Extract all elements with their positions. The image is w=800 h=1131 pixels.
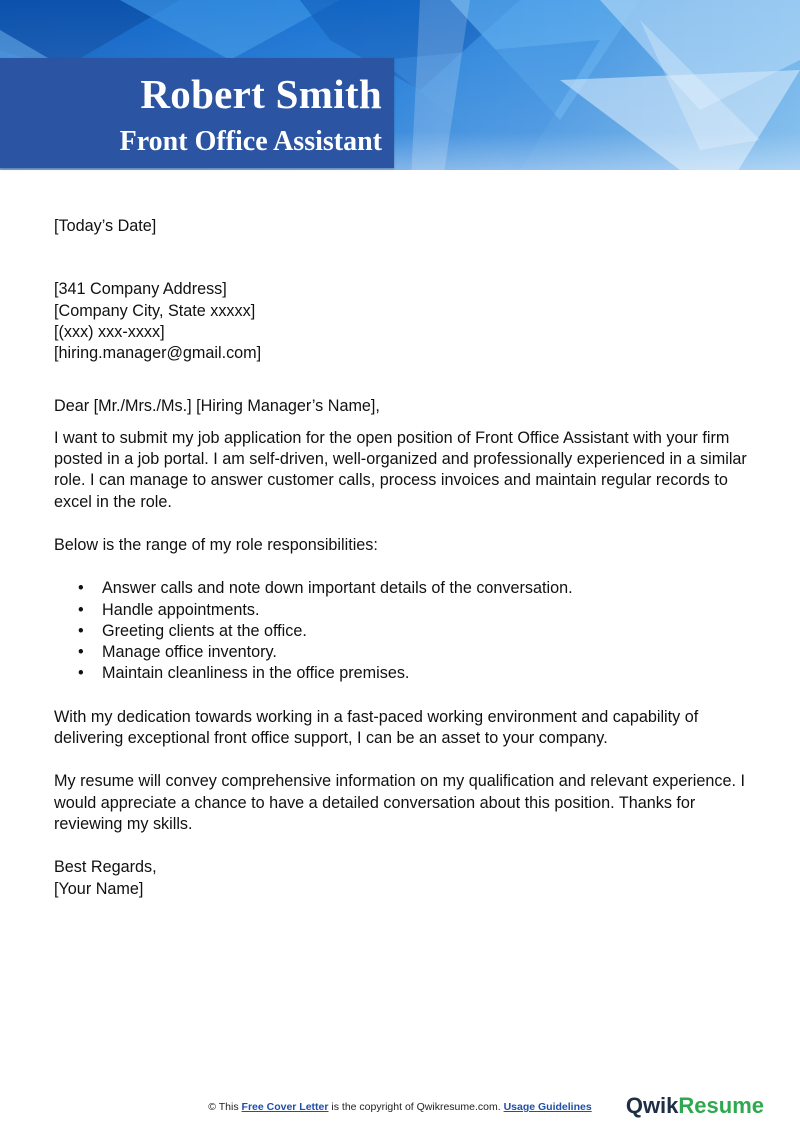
list-item xyxy=(78,621,754,642)
address-line: [341 Company Address] xyxy=(54,280,227,299)
responsibilities-list xyxy=(54,578,754,684)
bullet-icon: • xyxy=(78,664,84,683)
logo-part-qwik: Qwik xyxy=(625,1093,679,1118)
list-item-text: Maintain cleanliness in the office premises. xyxy=(102,664,410,683)
name-title-box xyxy=(0,58,394,168)
list-item xyxy=(78,642,754,663)
paragraph-resume: My resume will convey comprehensive information on my qualification and relevant experience. I would appreciate a chance to have a detailed conversation about this position. Thanks for reviewing my skills. xyxy=(54,772,745,833)
footer-prefix: © This xyxy=(208,1101,239,1113)
list-item xyxy=(78,663,754,684)
bullet-icon: • xyxy=(78,643,84,662)
recipient-address xyxy=(54,279,754,364)
list-item-text: Handle appointments. xyxy=(102,600,260,619)
address-line: [(xxx) xxx-xxxx] xyxy=(54,322,165,341)
salutation: Dear [Mr./Mrs./Ms.] [Hiring Manager’s Name], xyxy=(54,397,380,416)
paragraph-dedication: With my dedication towards working in a fast-paced working environment and capability of delivering exceptional front office support, I can be an asset to your company. xyxy=(54,707,699,748)
paragraph-intro: I want to submit my job application for the open position of Front Office Assistant with your firm posted in a job portal. I am self-driven, well-organized and professionally experienced in a similar role. I can manage to answer customer calls, process invoices and maintain regular records to excel in the role. xyxy=(54,428,747,511)
letter-date: [Today’s Date] xyxy=(54,217,157,235)
free-cover-letter-link[interactable]: Free Cover Letter xyxy=(241,1101,329,1113)
signature-name: [Your Name] xyxy=(54,879,144,898)
list-item xyxy=(78,600,754,621)
qwikresume-logo[interactable] xyxy=(626,1093,764,1119)
list-item-text: Manage office inventory. xyxy=(102,643,277,662)
address-line: [hiring.manager@gmail.com] xyxy=(54,344,262,363)
closing-block xyxy=(54,857,754,900)
logo-part-resume: Resume xyxy=(678,1093,764,1118)
bullet-icon: • xyxy=(78,579,84,598)
letter-body xyxy=(54,216,754,900)
bullet-icon: • xyxy=(78,600,84,619)
usage-guidelines-link[interactable]: Usage Guidelines xyxy=(503,1101,592,1113)
footer-middle: is the copyright of Qwikresume.com. xyxy=(331,1101,501,1113)
responsibilities-intro: Below is the range of my role responsibilities: xyxy=(54,535,378,554)
list-item-text: Greeting clients at the office. xyxy=(102,621,307,640)
bullet-icon: • xyxy=(78,621,84,640)
closing: Best Regards, xyxy=(54,858,157,877)
address-line: [Company City, State xxxxx] xyxy=(54,301,256,320)
job-title: Front Office Assistant xyxy=(119,126,382,157)
list-item-text: Answer calls and note down important details of the conversation. xyxy=(102,579,573,598)
applicant-name: Robert Smith xyxy=(140,71,382,117)
list-item xyxy=(78,578,754,599)
